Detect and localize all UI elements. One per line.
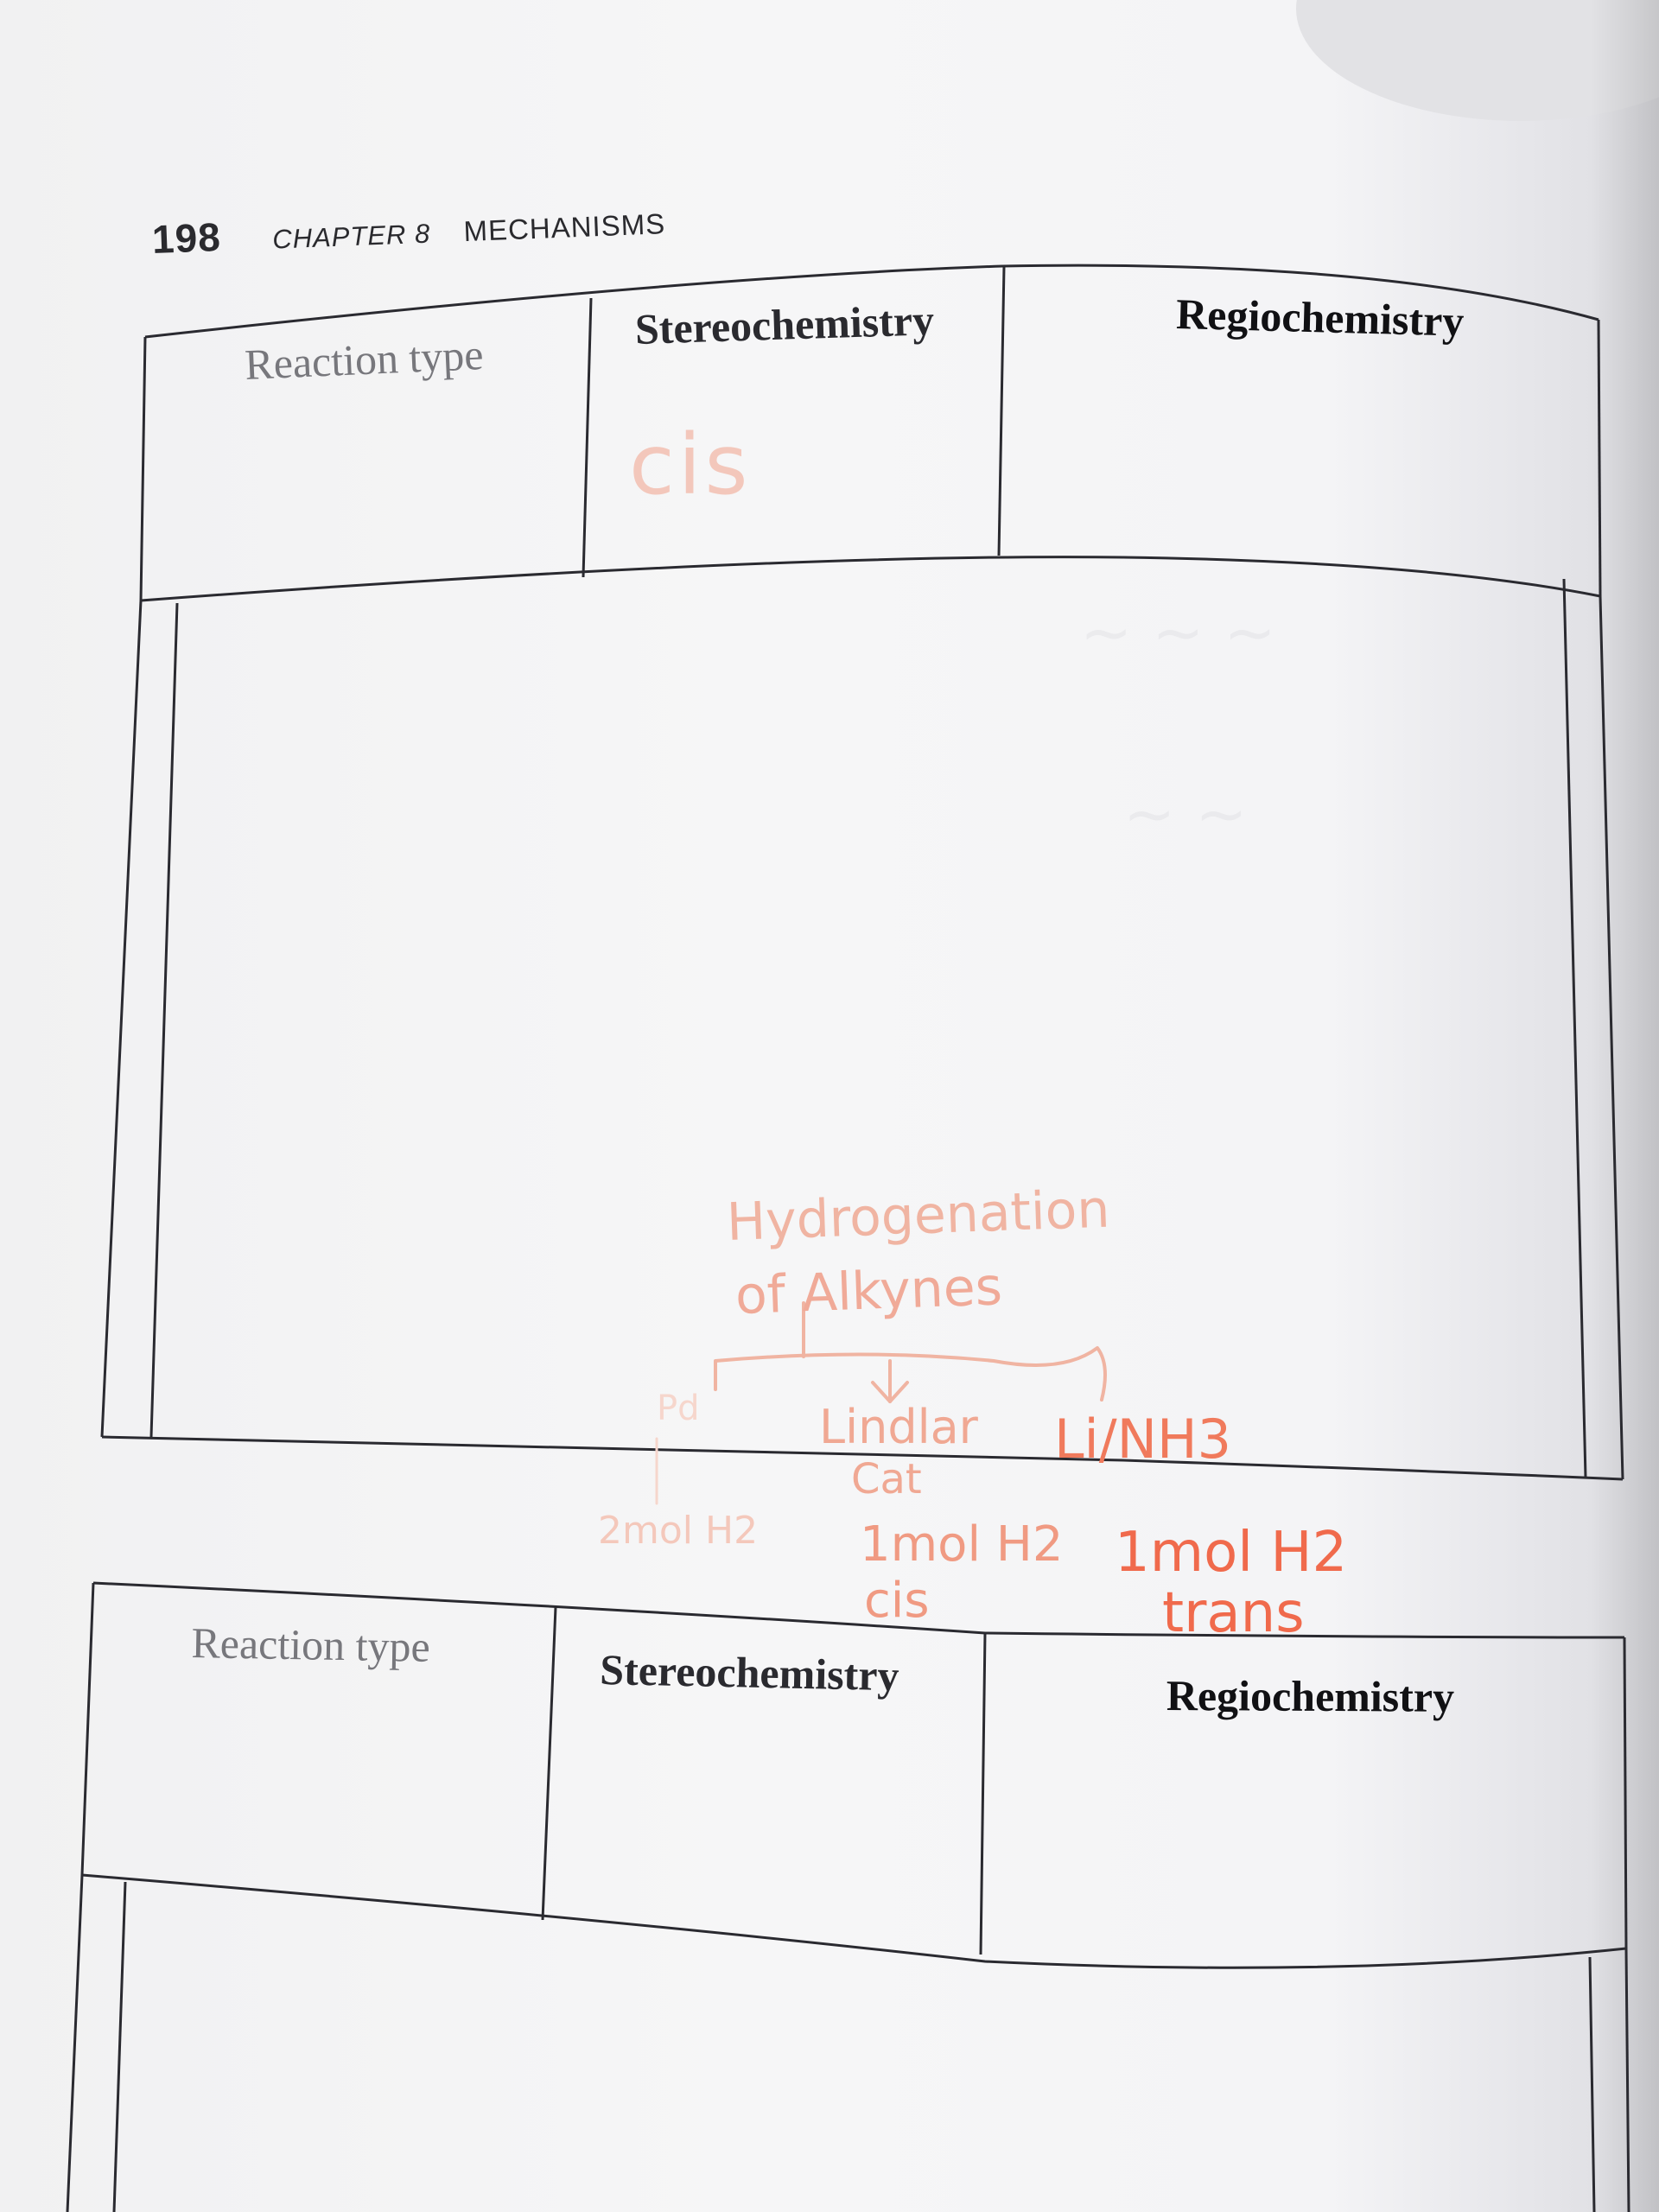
note-branch-li: Li/NH3 xyxy=(1054,1408,1232,1471)
note-branch-lindlar: Lindlar xyxy=(819,1400,978,1454)
top-box-inner-left xyxy=(151,603,177,1437)
regiochemistry-header-top: Regiochemistry xyxy=(1175,289,1465,346)
top-box-inner-right xyxy=(1564,579,1586,1478)
bottom-header-right-line xyxy=(1624,1637,1626,1948)
section-title: MECHANISMS xyxy=(462,207,666,248)
handwritten-cis-top: cis xyxy=(629,416,752,513)
reaction-type-header-bottom: Reaction type xyxy=(191,1618,431,1671)
regiochemistry-header-bottom: Regiochemistry xyxy=(1166,1671,1455,1721)
show-through-marks: ~ ~ xyxy=(1123,778,1248,850)
page-number: 198 xyxy=(151,213,222,262)
top-header-left-line xyxy=(141,337,145,601)
bottom-header-bottom-line xyxy=(82,1875,1626,1967)
note-li-stereo: trans xyxy=(1162,1581,1305,1645)
top-box-outer-right xyxy=(1600,596,1623,1479)
note-branch-lindlar-cat: Cat xyxy=(851,1455,922,1503)
note-bracket xyxy=(715,1348,1105,1400)
reaction-type-header-top: Reaction type xyxy=(244,329,485,389)
top-header-right-line xyxy=(1599,320,1600,596)
bottom-box-outer-right xyxy=(1626,1948,1629,2212)
top-divider-1 xyxy=(583,298,591,577)
top-header-bottom-line xyxy=(141,557,1600,601)
note-pd-result: 2mol H2 xyxy=(598,1509,759,1553)
bottom-box-inner-left xyxy=(114,1882,125,2212)
bottom-box-inner-right xyxy=(1590,1957,1594,2212)
bottom-divider-1 xyxy=(543,1607,556,1920)
note-title-line1: Hydrogenation xyxy=(725,1179,1111,1253)
note-lindlar-stereo: cis xyxy=(864,1573,930,1629)
show-through-marks: ~ ~ ~ xyxy=(1080,596,1276,669)
stereochemistry-header-bottom: Stereochemistry xyxy=(599,1644,900,1700)
bottom-divider-2 xyxy=(981,1633,985,1955)
chapter-label: CHAPTER 8 xyxy=(271,218,431,255)
bottom-box-outer-left xyxy=(67,1875,82,2212)
note-li-result: 1mol H2 xyxy=(1115,1521,1348,1585)
note-lindlar-result: 1mol H2 xyxy=(860,1516,1064,1573)
note-title-line2: of Alkynes xyxy=(734,1256,1004,1326)
top-box-outer-left xyxy=(102,601,141,1437)
stereochemistry-header-top: Stereochemistry xyxy=(634,296,935,353)
bottom-header-left-line xyxy=(82,1583,93,1875)
top-divider-2 xyxy=(999,266,1004,556)
note-branch-pd: Pd xyxy=(657,1389,700,1428)
